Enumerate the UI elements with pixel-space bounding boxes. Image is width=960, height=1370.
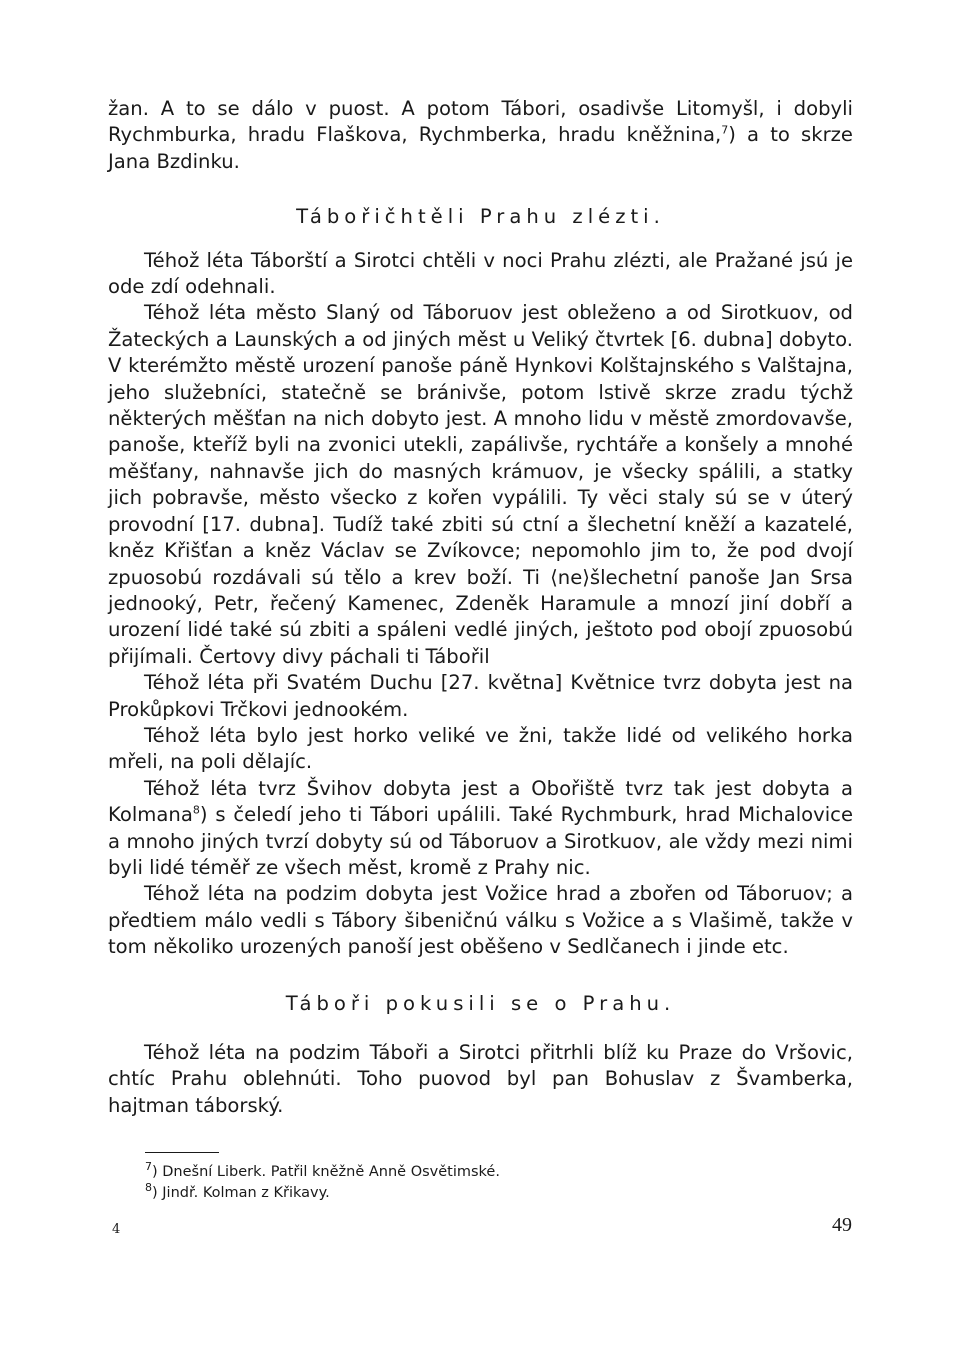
footnotes: [145, 1162, 745, 1204]
paragraph-2: Téhož léta Táborští a Sirotci chtěli v noci Prahu zlézti, ale Pražané jsú je ode zdí odehnali.: [108, 248, 853, 299]
paragraph-8: Téhož léta na podzim Táboři a Sirotci přitrhli blíž ku Praze do Vršovic, chtíc Prahu oblehnúti. Toho puovod byl pan Bohuslav z Švamberka, hajtman táborský.: [108, 1041, 853, 1117]
footnote-text: ) Jindř. Kolman z Křikavy.: [152, 1185, 330, 1201]
footnote-ref-7: 7: [721, 123, 729, 137]
paragraph-3: Téhož léta město Slaný od Táboruov jest obleženo a od Sirotkuov, od Žateckých a Launských a od jiných měst u Veliký čtvrtek [6. dubna] dobyto. V kterémžto městě urození panoše páně Hynkovi Kolštajnského s Valštajna, jeho služebníci, statečně se bránivše, potom lstivě skrze zradu týchž některých měšťan na nich dobyto jest. A mnoho lidu v městě zmordovavše, panoše, kteříž byli na zvonici utekli, zapálivše, rychtáře a konšely a mnohé měšťany, nahnavše jich do masných krámuov, je všecky spálili, a statky jich pobravše, město všecko z kořen vypálili. Ty věci staly sú se v úterý provodní [17. dubna]. Tudíž také zbiti sú ctní a šlechetní kněží a kazatelé, kněz Křišťan a kněz Václav se Zvíkovce; nepomohlo jim to, že pod dvojí zpuosobú rozdávali sú tělo a krev boží. Ti ⟨ne⟩šlechetní panoše Jan Srsa jednooký, Petr, řečený Kamenec, Zdeněk Haramule a mnozí jiní dobří a urození lidé také sú zbiti a spáleni vedlé jiných, ještoto pod obojí zpuosobú přijímali. Čertovy divy páchali ti Tábořil: [108, 301, 853, 668]
page-number: 49: [832, 1214, 852, 1236]
footnote-text: ) Dnešní Liberk. Patřil kněžně Anně Osvětimské.: [152, 1164, 500, 1180]
paragraph-1: [108, 96, 853, 175]
footnote-mark: 7: [145, 1160, 152, 1174]
paragraph-6-text-b: ) s čeledí jeho ti Tábori upálili. Také Rychmburk, hrad Michalovice a mnoho jiných tvrzí dobyty sú od Táboruov a Sirotkuov, ale vždy mezi nimi byli lidé téměř ze všech měst, kromě z Prahy nic.: [108, 803, 853, 879]
paragraph-5: Téhož léta bylo jest horko veliké ve žni, takže lidé od velikého horka mřeli, na poli dělajíc.: [108, 723, 853, 774]
paragraph-6: [108, 776, 853, 882]
footnote-ref-8: 8: [192, 803, 200, 817]
footnote-8: [145, 1183, 745, 1204]
paragraph-4: Téhož léta při Svatém Duchu [27. května] Květnice tvrz dobyta jest na Prokůpkovi Trčkovi jednookém.: [108, 671, 853, 721]
paragraph-1-text: žan. A to se dálo v puost. A potom Tábori, osadivše Litomyšl, i dobyli Rychmburka, hradu Flaškova, Rychmberka, hradu kněžnina,: [108, 97, 853, 147]
footnote-7: [145, 1162, 745, 1183]
paragraph-1-end: ) a to skrze Jana Bzdinku.: [108, 123, 853, 173]
page-body: [108, 96, 853, 1119]
signature-mark: 4: [112, 1222, 121, 1237]
section-heading-1: Tábořičhtěli Prahu zlézti.: [296, 205, 665, 229]
footnote-mark: 8: [145, 1181, 152, 1195]
paragraph-7: Téhož léta na podzim dobyta jest Vožice hrad a zbořen od Táboruov; a předtiem málo vedli s Tábory šibeničnú válku s Vožice a s Vlašimě, takže v tom několiko urozených panoší jest oběšeno v Sedlčanech i jinde etc.: [108, 882, 853, 959]
section-heading-2: Táboři pokusili se o Prahu.: [285, 991, 676, 1015]
paragraph-6-text-a: Téhož léta tvrz Švihov dobyta jest a Obořiště tvrz tak jest dobyta a Kolmana: [108, 776, 853, 827]
footnote-separator: [145, 1152, 219, 1153]
